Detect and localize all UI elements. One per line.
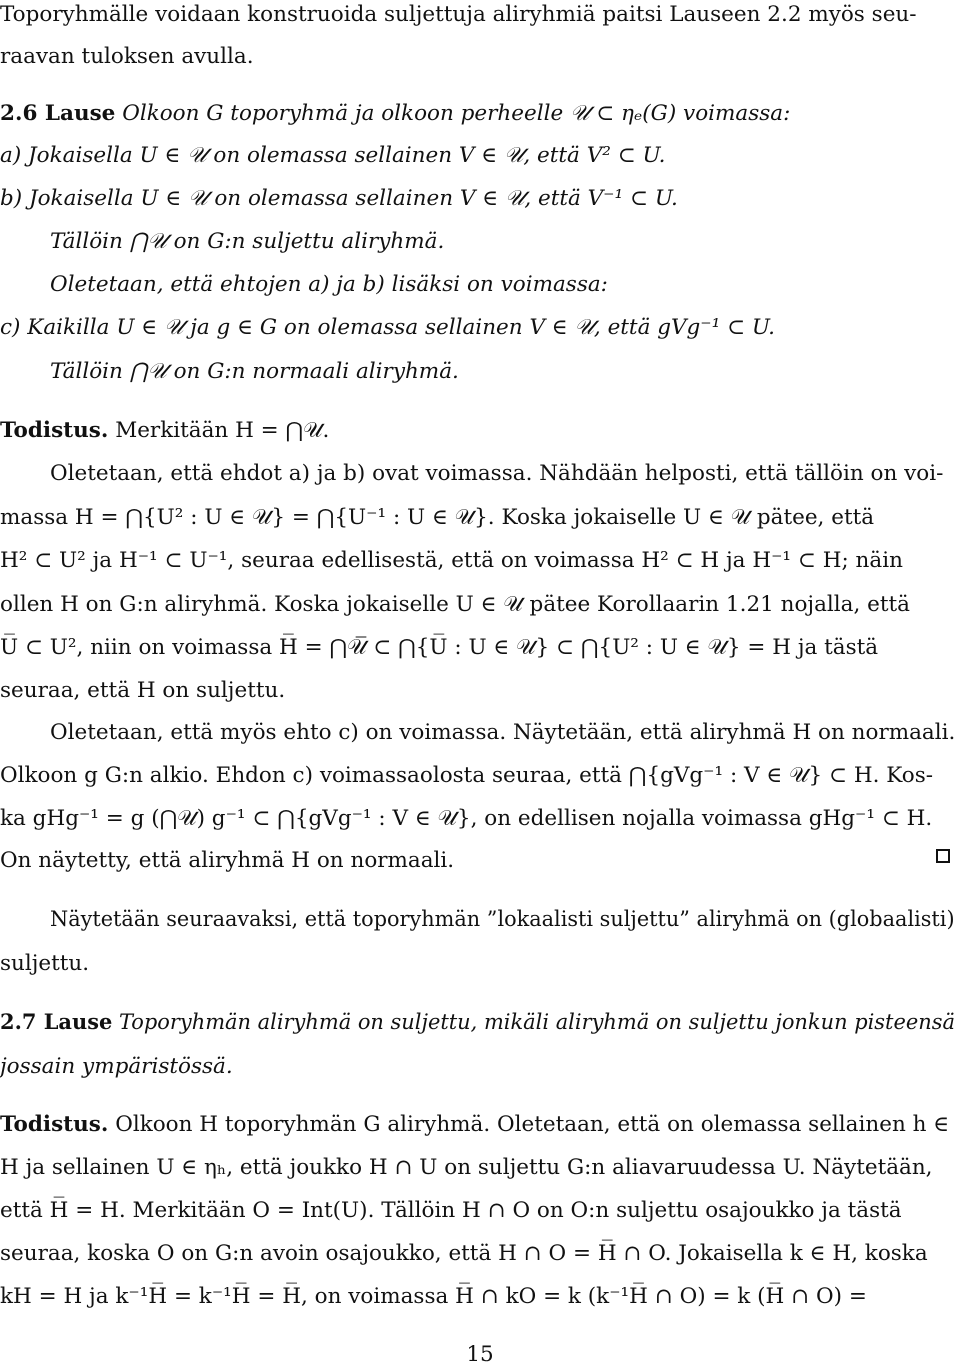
proof-2-6-line-5: U̅ ⊂ U², niin on voimassa H̅ = ⋂𝒰̅ ⊂ ⋂{U̅ : U ∈ 𝒰} ⊂ ⋂{U² : U ∈ 𝒰} = H ja tästä	[0, 635, 879, 660]
theorem-2-6-conclusion-1: Tällöin ⋂𝒰 on G:n suljettu aliryhmä.	[50, 229, 445, 254]
theorem-2-6-conclusion-2: Tällöin ⋂𝒰 on G:n normaali aliryhmä.	[50, 359, 459, 384]
intro-line-2: raavan tuloksen avulla.	[0, 44, 254, 69]
theorem-2-7-statement: Toporyhmän aliryhmä on suljettu, mikäli aliryhmä on suljettu jonkun pisteensä	[118, 1010, 955, 1035]
theorem-2-6-assumption: Oletetaan, että ehtojen a) ja b) lisäksi on voimassa:	[50, 272, 608, 297]
proof-2-7-line-4: kH = H ja k⁻¹H̅ = k⁻¹H̅ = H̅, on voimassa H̅ ∩ kO = k (k⁻¹H̅ ∩ O) = k (H̅ ∩ O) =	[0, 1284, 867, 1309]
theorem-2-6-heading	[0, 103, 790, 125]
proof-2-6-line-6: seuraa, että H on suljettu.	[0, 678, 286, 703]
proof-2-7-line-1: H ja sellainen U ∈ ηₕ, että joukko H ∩ U on suljettu G:n aliavaruudessa U. Näytetään,	[0, 1155, 933, 1180]
proof-2-6-line-7: Oletetaan, että myös ehto c) on voimassa. Näytetään, että aliryhmä H on normaali.	[50, 720, 956, 745]
proof-2-6-line-9: ka gHg⁻¹ = g (⋂𝒰) g⁻¹ ⊂ ⋂{gVg⁻¹ : V ∈ 𝒰}, on edellisen nojalla voimassa gHg⁻¹ ⊂ H.	[0, 806, 933, 831]
proof-2-6-line-3: H² ⊂ U² ja H⁻¹ ⊂ U⁻¹, seuraa edellisestä, että on voimassa H² ⊂ H ja H⁻¹ ⊂ H; näin	[0, 548, 903, 573]
page-number: 15	[466, 1342, 494, 1367]
proof-2-7-label: Todistus.	[0, 1112, 109, 1137]
proof-2-6-line-10: On näytetty, että aliryhmä H on normaali.	[0, 848, 455, 873]
proof-2-6-line-8: Olkoon g G:n alkio. Ehdon c) voimassaolosta seuraa, että ⋂{gVg⁻¹ : V ∈ 𝒰} ⊂ H. Kos-	[0, 763, 934, 788]
proof-2-6-heading	[0, 420, 329, 442]
proof-2-7-line-2: että H̅ = H. Merkitään O = Int(U). Tällöin H ∩ O on O:n suljettu osajoukko ja tästä	[0, 1198, 902, 1223]
proof-2-6-first: Merkitään H = ⋂𝒰.	[115, 418, 330, 443]
theorem-2-6-label: 2.6 Lause	[0, 101, 116, 126]
theorem-2-6-statement: Olkoon G toporyhmä ja olkoon perheelle 𝒰 ⊂ ηₑ(G) voimassa:	[122, 101, 791, 126]
proof-2-7-first: Olkoon H toporyhmän G aliryhmä. Oletetaan, että on olemassa sellainen h ∈	[115, 1112, 950, 1137]
qed-square-icon	[936, 849, 950, 863]
proof-2-6-line-4: ollen H on G:n aliryhmä. Koska jokaiselle U ∈ 𝒰 pätee Korollaarin 1.21 nojalla, että	[0, 592, 910, 617]
intro-line-1: Toporyhmälle voidaan konstruoida suljettuja aliryhmiä paitsi Lauseen 2.2 myös seu-	[0, 2, 917, 27]
theorem-2-6-condition-a: a) Jokaisella U ∈ 𝒰 on olemassa sellainen V ∈ 𝒰, että V² ⊂ U.	[0, 143, 666, 168]
theorem-2-6-condition-b: b) Jokaisella U ∈ 𝒰 on olemassa sellainen V ∈ 𝒰, että V⁻¹ ⊂ U.	[0, 186, 678, 211]
theorem-2-6-condition-c: c) Kaikilla U ∈ 𝒰 ja g ∈ G on olemassa sellainen V ∈ 𝒰, että gVg⁻¹ ⊂ U.	[0, 315, 775, 340]
theorem-2-7-label: 2.7 Lause	[0, 1010, 113, 1035]
proof-2-6-line-1: Oletetaan, että ehdot a) ja b) ovat voimassa. Nähdään helposti, että tällöin on voi-	[50, 461, 944, 486]
transition-line-1: Näytetään seuraavaksi, että toporyhmän ”lokaalisti suljettu” aliryhmä on (globaalisti)	[50, 907, 955, 932]
theorem-2-7-line-2: jossain ympäristössä.	[0, 1054, 233, 1079]
theorem-2-7-heading	[0, 1012, 955, 1034]
transition-line-2: suljettu.	[0, 951, 90, 976]
proof-2-6-line-2: massa H = ⋂{U² : U ∈ 𝒰} = ⋂{U⁻¹ : U ∈ 𝒰}. Koska jokaiselle U ∈ 𝒰 pätee, että	[0, 505, 875, 530]
proof-2-6-label: Todistus.	[0, 418, 109, 443]
proof-2-7-heading	[0, 1114, 949, 1136]
proof-2-7-line-3: seuraa, koska O on G:n avoin osajoukko, että H ∩ O = H̅ ∩ O. Jokaisella k ∈ H, koska	[0, 1241, 928, 1266]
